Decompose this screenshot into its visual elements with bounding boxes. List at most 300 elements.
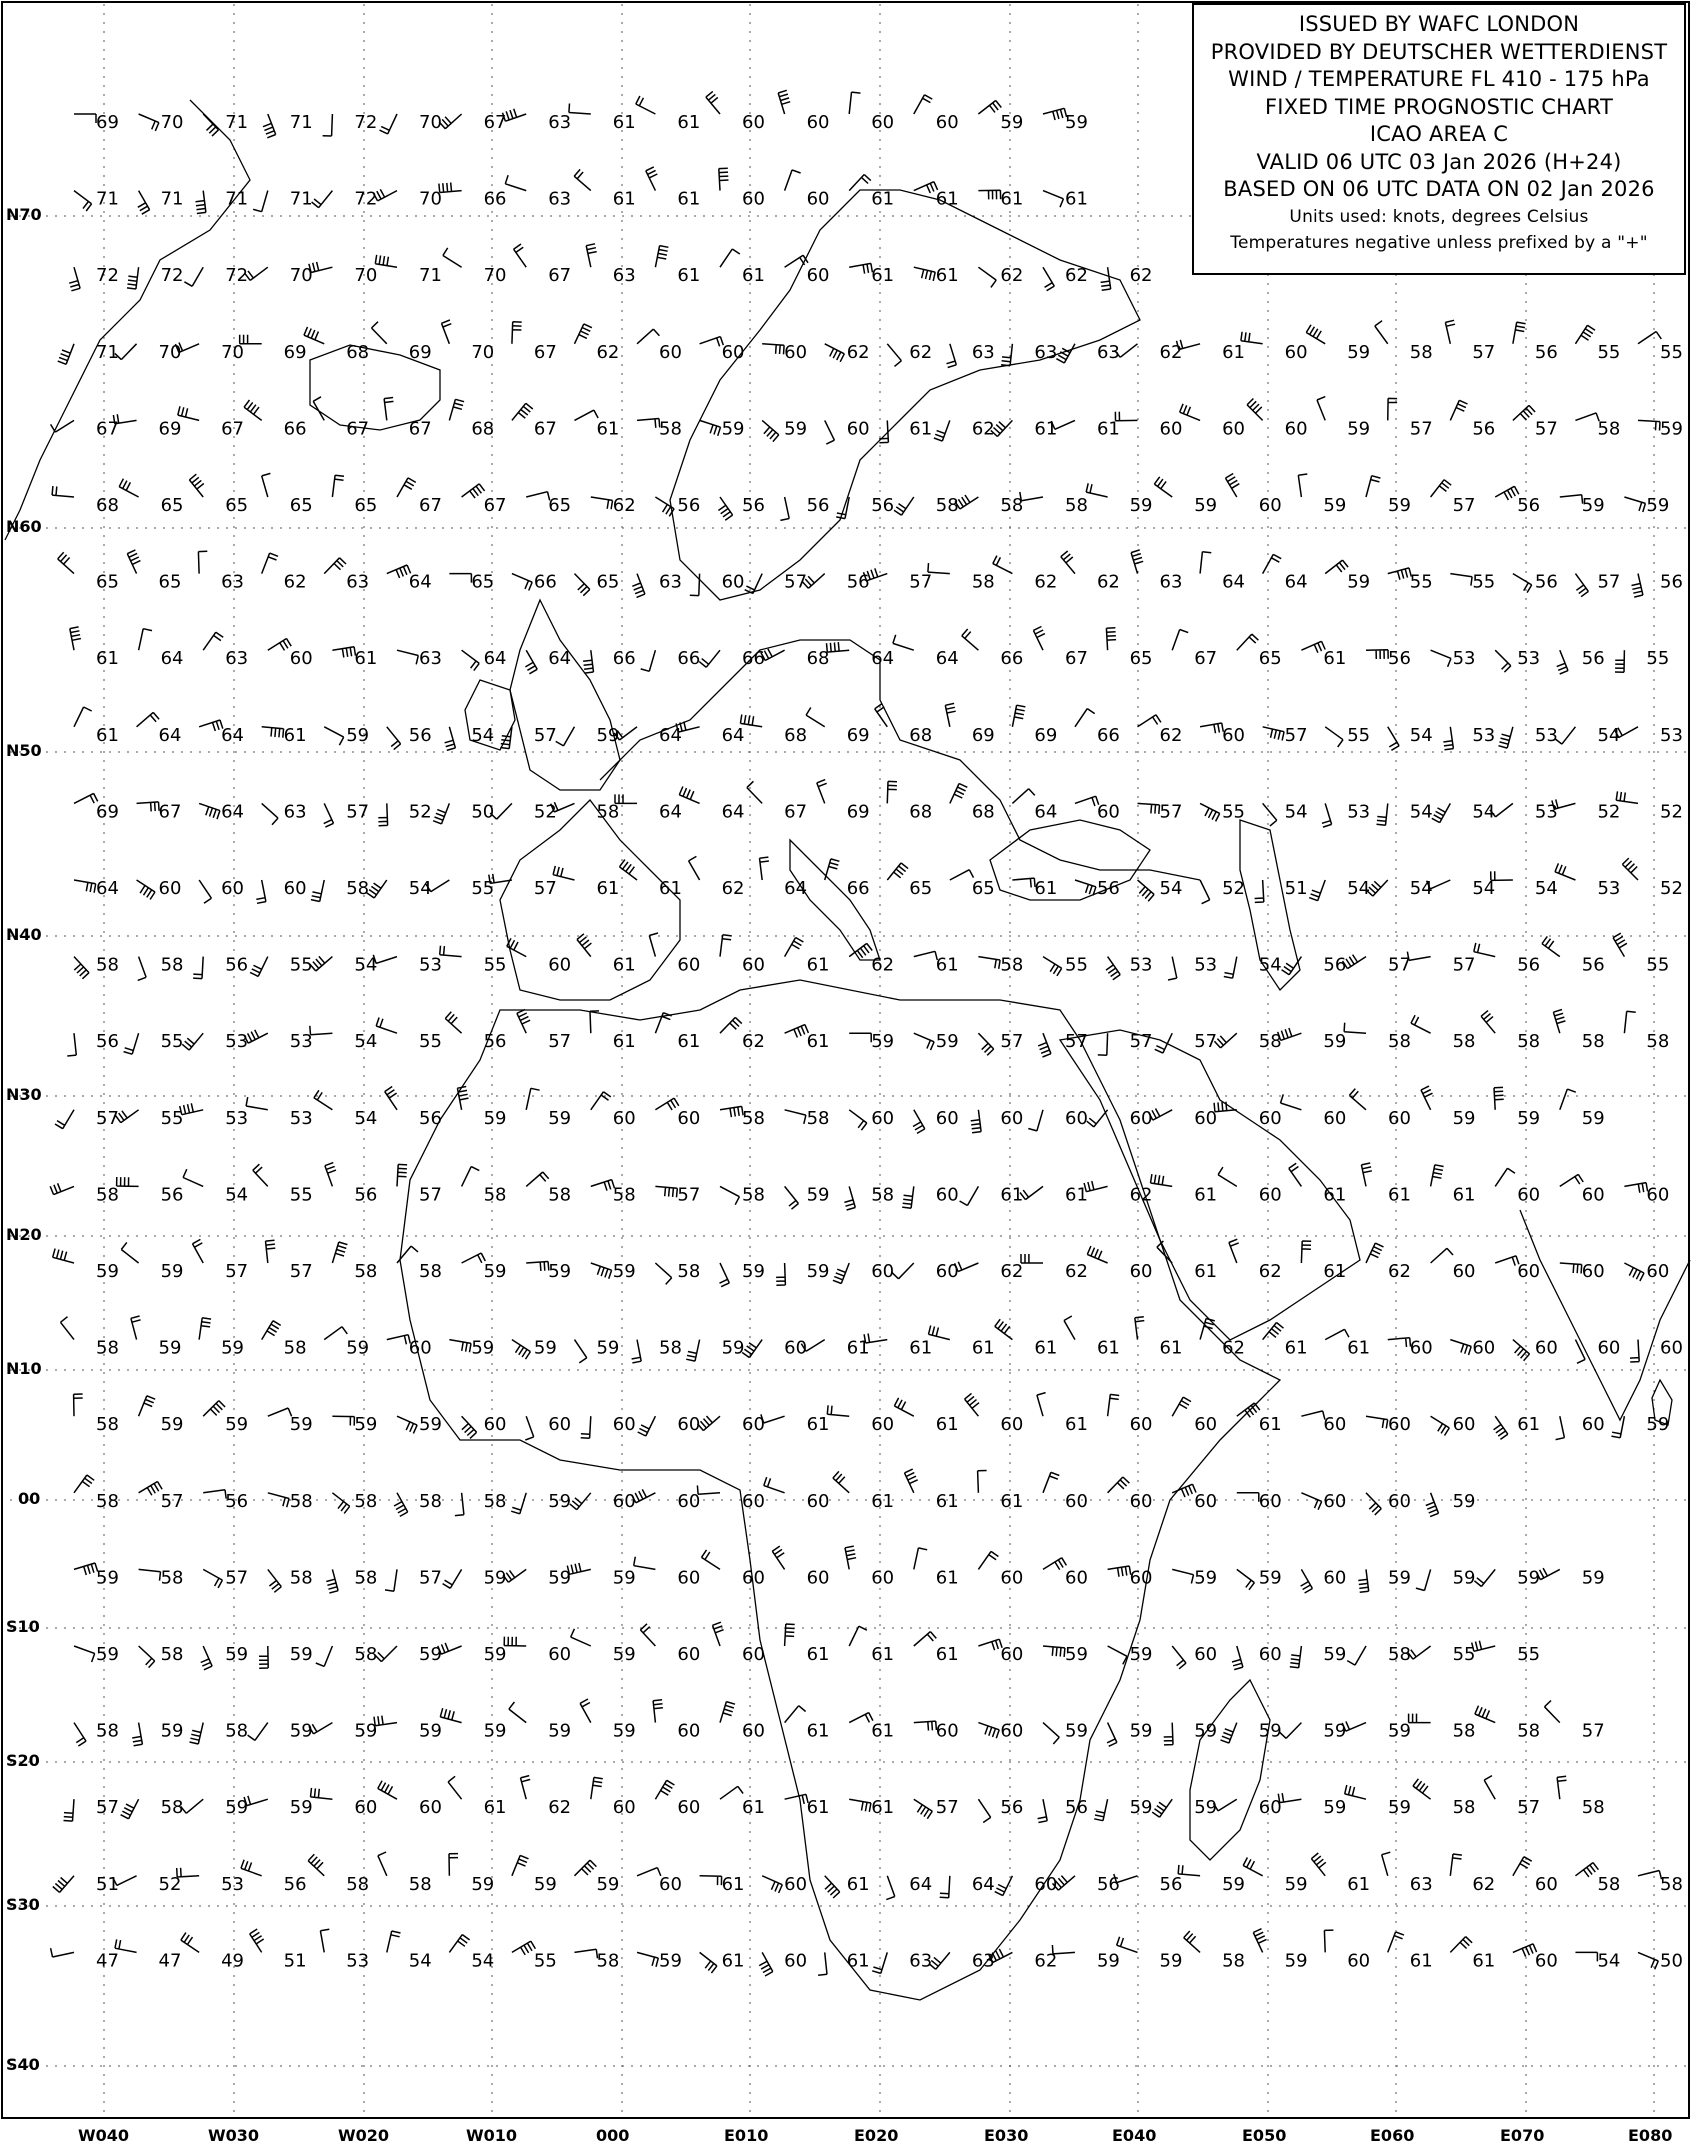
temperature-value: 56: [225, 1490, 249, 1512]
temperature-value: 58: [1388, 1644, 1411, 1665]
temperature-value: 56: [1000, 1797, 1024, 1819]
wind-barb: [387, 727, 401, 750]
wind-barb: [449, 399, 464, 420]
wind-barb: [1086, 483, 1107, 497]
temperature-value: 56: [1096, 878, 1120, 899]
temperature-value: 58: [408, 1873, 432, 1895]
temperature-value: 58: [1409, 341, 1433, 363]
wind-barb: [780, 497, 789, 520]
wind-barb: [1280, 1723, 1302, 1739]
wind-barb: [875, 704, 888, 727]
temperature-value: 60: [1222, 418, 1245, 440]
wind-barb: [649, 933, 658, 957]
temperature-value: 62: [1034, 571, 1058, 593]
temperature-value: 58: [225, 1720, 249, 1742]
temperature-value: 59: [1129, 1797, 1153, 1819]
wind-barb: [74, 793, 98, 803]
wind-barb: [1138, 880, 1155, 901]
temperature-value: 56: [1323, 954, 1347, 976]
temperature-value: 59: [1000, 112, 1024, 133]
wind-barb: [1409, 1714, 1431, 1723]
temperature-value: 60: [1517, 1261, 1541, 1282]
temperature-value: 60: [742, 1490, 765, 1512]
temperature-value: 58: [96, 1184, 119, 1206]
temperature-value: 62: [283, 571, 307, 593]
wind-barb: [646, 167, 658, 191]
temperature-value: 54: [1409, 724, 1433, 746]
wind-barb: [1301, 641, 1325, 652]
temperature-value: 60: [935, 1261, 959, 1282]
wind-barb: [74, 1475, 94, 1493]
wind-barb: [1138, 715, 1161, 727]
temperature-value: 64: [871, 648, 895, 670]
temperature-value: 53: [1660, 724, 1683, 746]
temperature-value: 59: [548, 1490, 572, 1512]
temperature-value: 59: [346, 1337, 370, 1359]
temperature-value: 59: [548, 1261, 572, 1282]
temperature-value: 62: [742, 1031, 765, 1053]
temperature-value: 59: [1581, 1567, 1605, 1589]
wind-barb: [1094, 1799, 1107, 1821]
temperature-value: 61: [1347, 1337, 1371, 1359]
wind-barb: [1263, 554, 1282, 573]
wind-barb: [1108, 1646, 1127, 1664]
wind-barb: [1495, 1256, 1519, 1266]
wind-barb: [697, 1485, 720, 1494]
title-line-chart-type: FIXED TIME PROGNOSTIC CHART: [1265, 94, 1613, 119]
temperature-value: 60: [1258, 1490, 1282, 1512]
wind-barb: [655, 1186, 677, 1197]
wind-barb: [1263, 727, 1284, 741]
wind-barb: [914, 1033, 934, 1050]
wind-barb: [1431, 650, 1451, 667]
temperature-value: 64: [221, 801, 245, 823]
wind-barb: [203, 114, 218, 136]
temperature-value: 53: [1194, 954, 1218, 976]
wind-barb: [314, 1090, 333, 1110]
temperature-value: 57: [96, 1107, 119, 1129]
wind-barb: [689, 856, 700, 880]
wind-barb: [706, 91, 720, 114]
temperature-value: 58: [1452, 1031, 1476, 1053]
wind-barb: [583, 650, 593, 673]
temperature-value: 64: [971, 1873, 995, 1895]
temperature-value: 59: [1065, 1720, 1088, 1742]
wind-barb: [849, 1626, 867, 1646]
temperature-value: 57: [1517, 1797, 1541, 1819]
wind-barb: [1556, 1416, 1565, 1439]
temperature-value: 60: [1034, 1873, 1058, 1895]
wind-barb: [760, 857, 769, 880]
temperature-value: 55: [1222, 801, 1245, 823]
temperature-value: 59: [160, 1720, 184, 1742]
temperature-value: 56: [1660, 571, 1683, 593]
wind-barb: [1107, 1723, 1117, 1747]
wind-barb: [632, 1340, 642, 1363]
temperature-value: 60: [1597, 1337, 1621, 1359]
longitude-label: W010: [466, 2126, 518, 2145]
wind-barb: [1632, 574, 1643, 598]
temperature-value: 60: [612, 1414, 636, 1436]
temperature-value: 62: [596, 341, 620, 363]
temperature-value: 60: [1409, 1337, 1433, 1359]
temperature-value: 55: [1597, 341, 1621, 363]
temperature-value: 60: [935, 112, 959, 133]
wind-barb: [190, 1723, 204, 1744]
wind-barb: [67, 1033, 76, 1056]
wind-barb: [1613, 933, 1627, 957]
wind-barb: [512, 1855, 529, 1875]
wind-barb: [266, 1240, 276, 1263]
wind-barb: [720, 1702, 735, 1723]
temperature-values: [96, 112, 1683, 1971]
temperature-value: 59: [784, 418, 808, 440]
temperature-value: 64: [96, 878, 119, 899]
temperature-value: 61: [96, 648, 119, 670]
wind-barb: [139, 1569, 161, 1580]
temperature-value: 60: [1129, 1490, 1153, 1512]
temperature-value: 60: [935, 1107, 959, 1129]
wind-barb: [1450, 574, 1472, 586]
wind-barb: [1218, 1167, 1237, 1186]
coastline-scandinavia: [670, 190, 1140, 600]
temperature-value: 59: [1452, 1107, 1476, 1129]
wind-barb: [1481, 1011, 1495, 1034]
wind-barb: [70, 627, 81, 650]
temperature-value: 60: [1065, 1107, 1088, 1129]
temperature-value: 69: [283, 341, 307, 363]
temperature-value: 66: [742, 648, 765, 670]
wind-barb: [742, 1340, 762, 1358]
temperature-value: 52: [533, 801, 557, 823]
temperature-value: 65: [225, 495, 249, 516]
temperature-value: 59: [1194, 1797, 1218, 1819]
temperature-value: 57: [935, 1797, 959, 1819]
wind-barb: [833, 1471, 849, 1492]
temperature-value: 59: [548, 1107, 572, 1129]
temperature-value: 55: [289, 954, 313, 976]
wind-barb: [634, 1557, 656, 1570]
wind-barb: [1043, 1646, 1065, 1657]
temperature-value: 60: [1258, 495, 1282, 516]
temperature-value: 54: [471, 1950, 495, 1972]
wind-barb: [262, 727, 284, 738]
wind-barb: [762, 344, 784, 355]
temperature-value: 60: [846, 418, 870, 440]
wind-barb: [690, 574, 700, 596]
temperature-value: 60: [742, 1720, 765, 1742]
wind-barb: [448, 1776, 462, 1799]
temperature-value: 62: [1065, 265, 1088, 287]
longitude-label: W020: [338, 2126, 390, 2145]
temperature-value: 61: [677, 1031, 701, 1053]
temperature-value: 68: [909, 724, 933, 746]
temperature-value: 56: [1472, 418, 1496, 440]
wind-barb: [569, 104, 591, 115]
temperature-value: 61: [1409, 1950, 1433, 1972]
temperature-value: 60: [1323, 1567, 1347, 1589]
temperature-value: 72: [96, 265, 119, 287]
wind-barb: [367, 880, 387, 898]
temperature-value: 59: [806, 1261, 830, 1282]
temperature-value: 71: [419, 265, 442, 287]
wind-barb: [894, 497, 914, 515]
wind-barb: [58, 552, 74, 573]
temperature-value: 54: [1597, 724, 1621, 746]
wind-barb: [1325, 560, 1348, 574]
temperature-value: 70: [483, 265, 507, 287]
temperature-value: 53: [289, 1107, 313, 1129]
temperature-value: 56: [1388, 648, 1411, 670]
wind-barb: [199, 1318, 211, 1340]
wind-barb: [512, 1941, 535, 1955]
wind-barb: [1087, 1246, 1107, 1263]
wind-barb: [1200, 803, 1220, 821]
wind-barb: [1309, 880, 1325, 901]
temperature-value: 67: [533, 418, 557, 440]
temperature-value: 70: [160, 112, 184, 133]
temperature-value: 64: [659, 801, 682, 823]
temperature-value: 66: [483, 188, 507, 210]
wind-barb: [1542, 936, 1560, 956]
latitude-label: N50: [6, 741, 42, 760]
wind-barb: [849, 943, 872, 957]
temperature-value: 61: [721, 1873, 745, 1895]
temperature-value: 58: [96, 1337, 119, 1359]
temperature-value: 59: [1388, 1567, 1411, 1589]
wind-barb: [74, 1394, 83, 1416]
wind-barb: [262, 473, 271, 497]
wind-barb: [1038, 1799, 1048, 1822]
wind-barb: [1555, 863, 1575, 880]
temperature-value: 53: [1129, 954, 1153, 976]
temperature-value: 61: [677, 112, 701, 133]
wind-barb: [1431, 1248, 1453, 1263]
wind-barb: [892, 1263, 914, 1279]
temperature-value: 64: [483, 648, 507, 670]
temperature-value: 58: [1597, 418, 1621, 440]
temperature-value: 61: [909, 1337, 933, 1359]
temperature-value: 61: [1517, 1414, 1541, 1436]
temperature-value: 63: [659, 571, 682, 593]
wind-barb: [372, 322, 387, 344]
temperature-value: 54: [1284, 801, 1308, 823]
temperature-value: 59: [483, 1644, 507, 1665]
wind-barb: [51, 1948, 74, 1957]
wind-barb: [332, 1416, 354, 1425]
temperature-value: 60: [1472, 1337, 1496, 1359]
latitude-label: S30: [6, 1895, 40, 1914]
temperature-value: 59: [1347, 418, 1371, 440]
wind-barb: [849, 1799, 871, 1812]
temperature-value: 59: [806, 1184, 830, 1206]
wind-barb: [462, 650, 480, 670]
temperature-value: 59: [612, 1261, 636, 1282]
wind-barb: [570, 1493, 591, 1510]
wind-barb: [521, 1776, 531, 1800]
temperature-value: 59: [346, 724, 370, 746]
temperature-value: 62: [1258, 1261, 1282, 1282]
temperature-value: 56: [871, 495, 895, 516]
temperature-value: 57: [1409, 418, 1433, 440]
wind-barb: [203, 632, 223, 650]
wind-barb: [1164, 1723, 1173, 1745]
wind-barb: [785, 170, 801, 191]
wind-barb: [50, 1183, 74, 1194]
wind-barb: [1138, 803, 1160, 814]
temperature-value: 57: [1000, 1031, 1024, 1053]
temperature-value: 70: [354, 265, 378, 287]
temperature-value: 61: [483, 1797, 507, 1819]
wind-barb: [512, 403, 533, 420]
latitude-label: N10: [6, 1359, 42, 1378]
temperature-value: 56: [1159, 1873, 1183, 1895]
wind-barb: [203, 1569, 222, 1588]
wind-barb: [1499, 727, 1513, 748]
temperature-value: 67: [483, 495, 507, 516]
wind-barb: [978, 1799, 990, 1822]
wind-barb: [698, 1416, 721, 1431]
temperature-value: 53: [225, 1031, 249, 1053]
wind-barb: [1243, 1858, 1262, 1876]
wind-barb: [1495, 486, 1519, 500]
wind-barb: [1247, 399, 1263, 421]
wind-barb: [397, 1416, 417, 1433]
wind-barb: [504, 1637, 526, 1646]
wind-barb: [1172, 1646, 1186, 1669]
wind-barb: [1325, 1329, 1349, 1339]
wind-barb: [1560, 1089, 1576, 1110]
wind-barb: [378, 803, 387, 825]
wind-barb: [1154, 477, 1172, 497]
temperature-value: 60: [221, 878, 245, 899]
temperature-value: 58: [160, 1797, 184, 1819]
temperature-value: 58: [659, 418, 682, 440]
temperature-value: 60: [289, 648, 313, 670]
temperature-value: 56: [1534, 341, 1558, 363]
temperature-value: 56: [1065, 1797, 1088, 1819]
wind-barb: [1043, 191, 1063, 208]
temperature-value: 61: [806, 1797, 830, 1819]
wind-barb: [844, 1186, 855, 1210]
temperature-value: 61: [806, 1720, 830, 1742]
temperature-value: 60: [784, 1950, 808, 1972]
temperature-value: 61: [742, 1797, 765, 1819]
temperature-value: 55: [1409, 571, 1433, 593]
temperature-value: 56: [225, 954, 249, 976]
temperature-value: 52: [1660, 878, 1683, 899]
temperature-value: 56: [1096, 1873, 1120, 1895]
temperature-value: 57: [784, 571, 808, 593]
wind-barb: [1038, 1033, 1051, 1057]
temperature-value: 55: [419, 1031, 442, 1053]
temperature-value: 53: [225, 1107, 249, 1129]
temperature-value: 70: [221, 341, 245, 363]
temperature-value: 58: [659, 1337, 682, 1359]
wind-barb: [139, 1646, 155, 1668]
wind-barb: [1622, 858, 1638, 880]
wind-barb: [934, 420, 950, 441]
wind-barb: [387, 565, 411, 578]
wind-barb: [1416, 1569, 1431, 1590]
temperature-value: 58: [742, 1184, 765, 1206]
temperature-value: 59: [533, 1873, 557, 1895]
wind-barb: [1033, 627, 1045, 651]
wind-barb: [1281, 1094, 1302, 1109]
temperature-value: 59: [483, 1567, 507, 1589]
temperature-value: 52: [1597, 801, 1621, 823]
wind-barb: [449, 1340, 471, 1353]
wind-barb: [1450, 1340, 1471, 1355]
temperature-value: 67: [419, 495, 442, 516]
wind-barb: [655, 1780, 674, 1799]
wind-barb: [74, 191, 92, 211]
wind-barb: [1152, 1799, 1172, 1817]
temperature-value: 58: [806, 1107, 830, 1129]
temperature-value: 59: [1388, 1797, 1411, 1819]
temperature-value: 61: [742, 265, 765, 287]
longitude-label: E080: [1628, 2126, 1673, 2145]
wind-barb: [1253, 1929, 1266, 1953]
wind-barb: [720, 1263, 730, 1287]
wind-barb: [181, 1933, 199, 1953]
temperature-value: 68: [471, 418, 495, 440]
wind-barb: [1408, 1646, 1431, 1659]
temperature-value: 60: [784, 1873, 808, 1895]
temperature-value: 58: [935, 495, 959, 516]
temperature-value: 69: [158, 418, 182, 440]
temperature-value: 61: [909, 418, 933, 440]
temperature-value: 59: [1323, 1031, 1347, 1053]
temperature-value: 62: [1096, 571, 1120, 593]
temperature-value: 58: [96, 954, 119, 976]
temperature-value: 62: [1159, 724, 1183, 746]
temperature-value: 62: [1034, 1950, 1058, 1972]
temperature-value: 64: [721, 724, 745, 746]
wind-barb: [320, 1929, 329, 1952]
temperature-value: 59: [1194, 495, 1218, 516]
temperature-value: 65: [289, 495, 313, 516]
wind-barb: [1322, 803, 1332, 827]
temperature-value: 62: [1065, 1261, 1088, 1282]
temperature-value: 66: [677, 648, 701, 670]
temperature-value: 58: [289, 1567, 313, 1589]
temperature-value: 59: [1129, 1720, 1153, 1742]
wind-barb: [326, 1569, 338, 1593]
temperature-value: 58: [612, 1184, 636, 1206]
temperature-value: 63: [225, 648, 249, 670]
temperature-value: 61: [1472, 1950, 1496, 1972]
wind-barb: [1432, 803, 1451, 822]
latitude-label: N30: [6, 1085, 42, 1104]
temperature-value: 61: [1065, 1184, 1088, 1206]
temperature-value: 61: [1323, 1261, 1347, 1282]
temperature-value: 67: [784, 801, 808, 823]
longitude-label: E040: [1112, 2126, 1157, 2145]
temperature-value: 56: [846, 571, 870, 593]
wind-barb: [304, 327, 324, 344]
wind-barb: [1237, 1569, 1255, 1589]
temperature-value: 60: [721, 341, 745, 363]
chart-title-box: [1192, 3, 1686, 275]
wind-barb: [324, 727, 343, 745]
temperature-value: 61: [721, 1950, 745, 1972]
temperature-value: 59: [548, 1720, 572, 1742]
wind-barb: [250, 1929, 264, 1952]
wind-barb: [52, 486, 74, 497]
title-line-product: WIND / TEMPERATURE FL 410 - 175 hPa: [1228, 67, 1650, 91]
temperature-value: 61: [1000, 188, 1024, 210]
